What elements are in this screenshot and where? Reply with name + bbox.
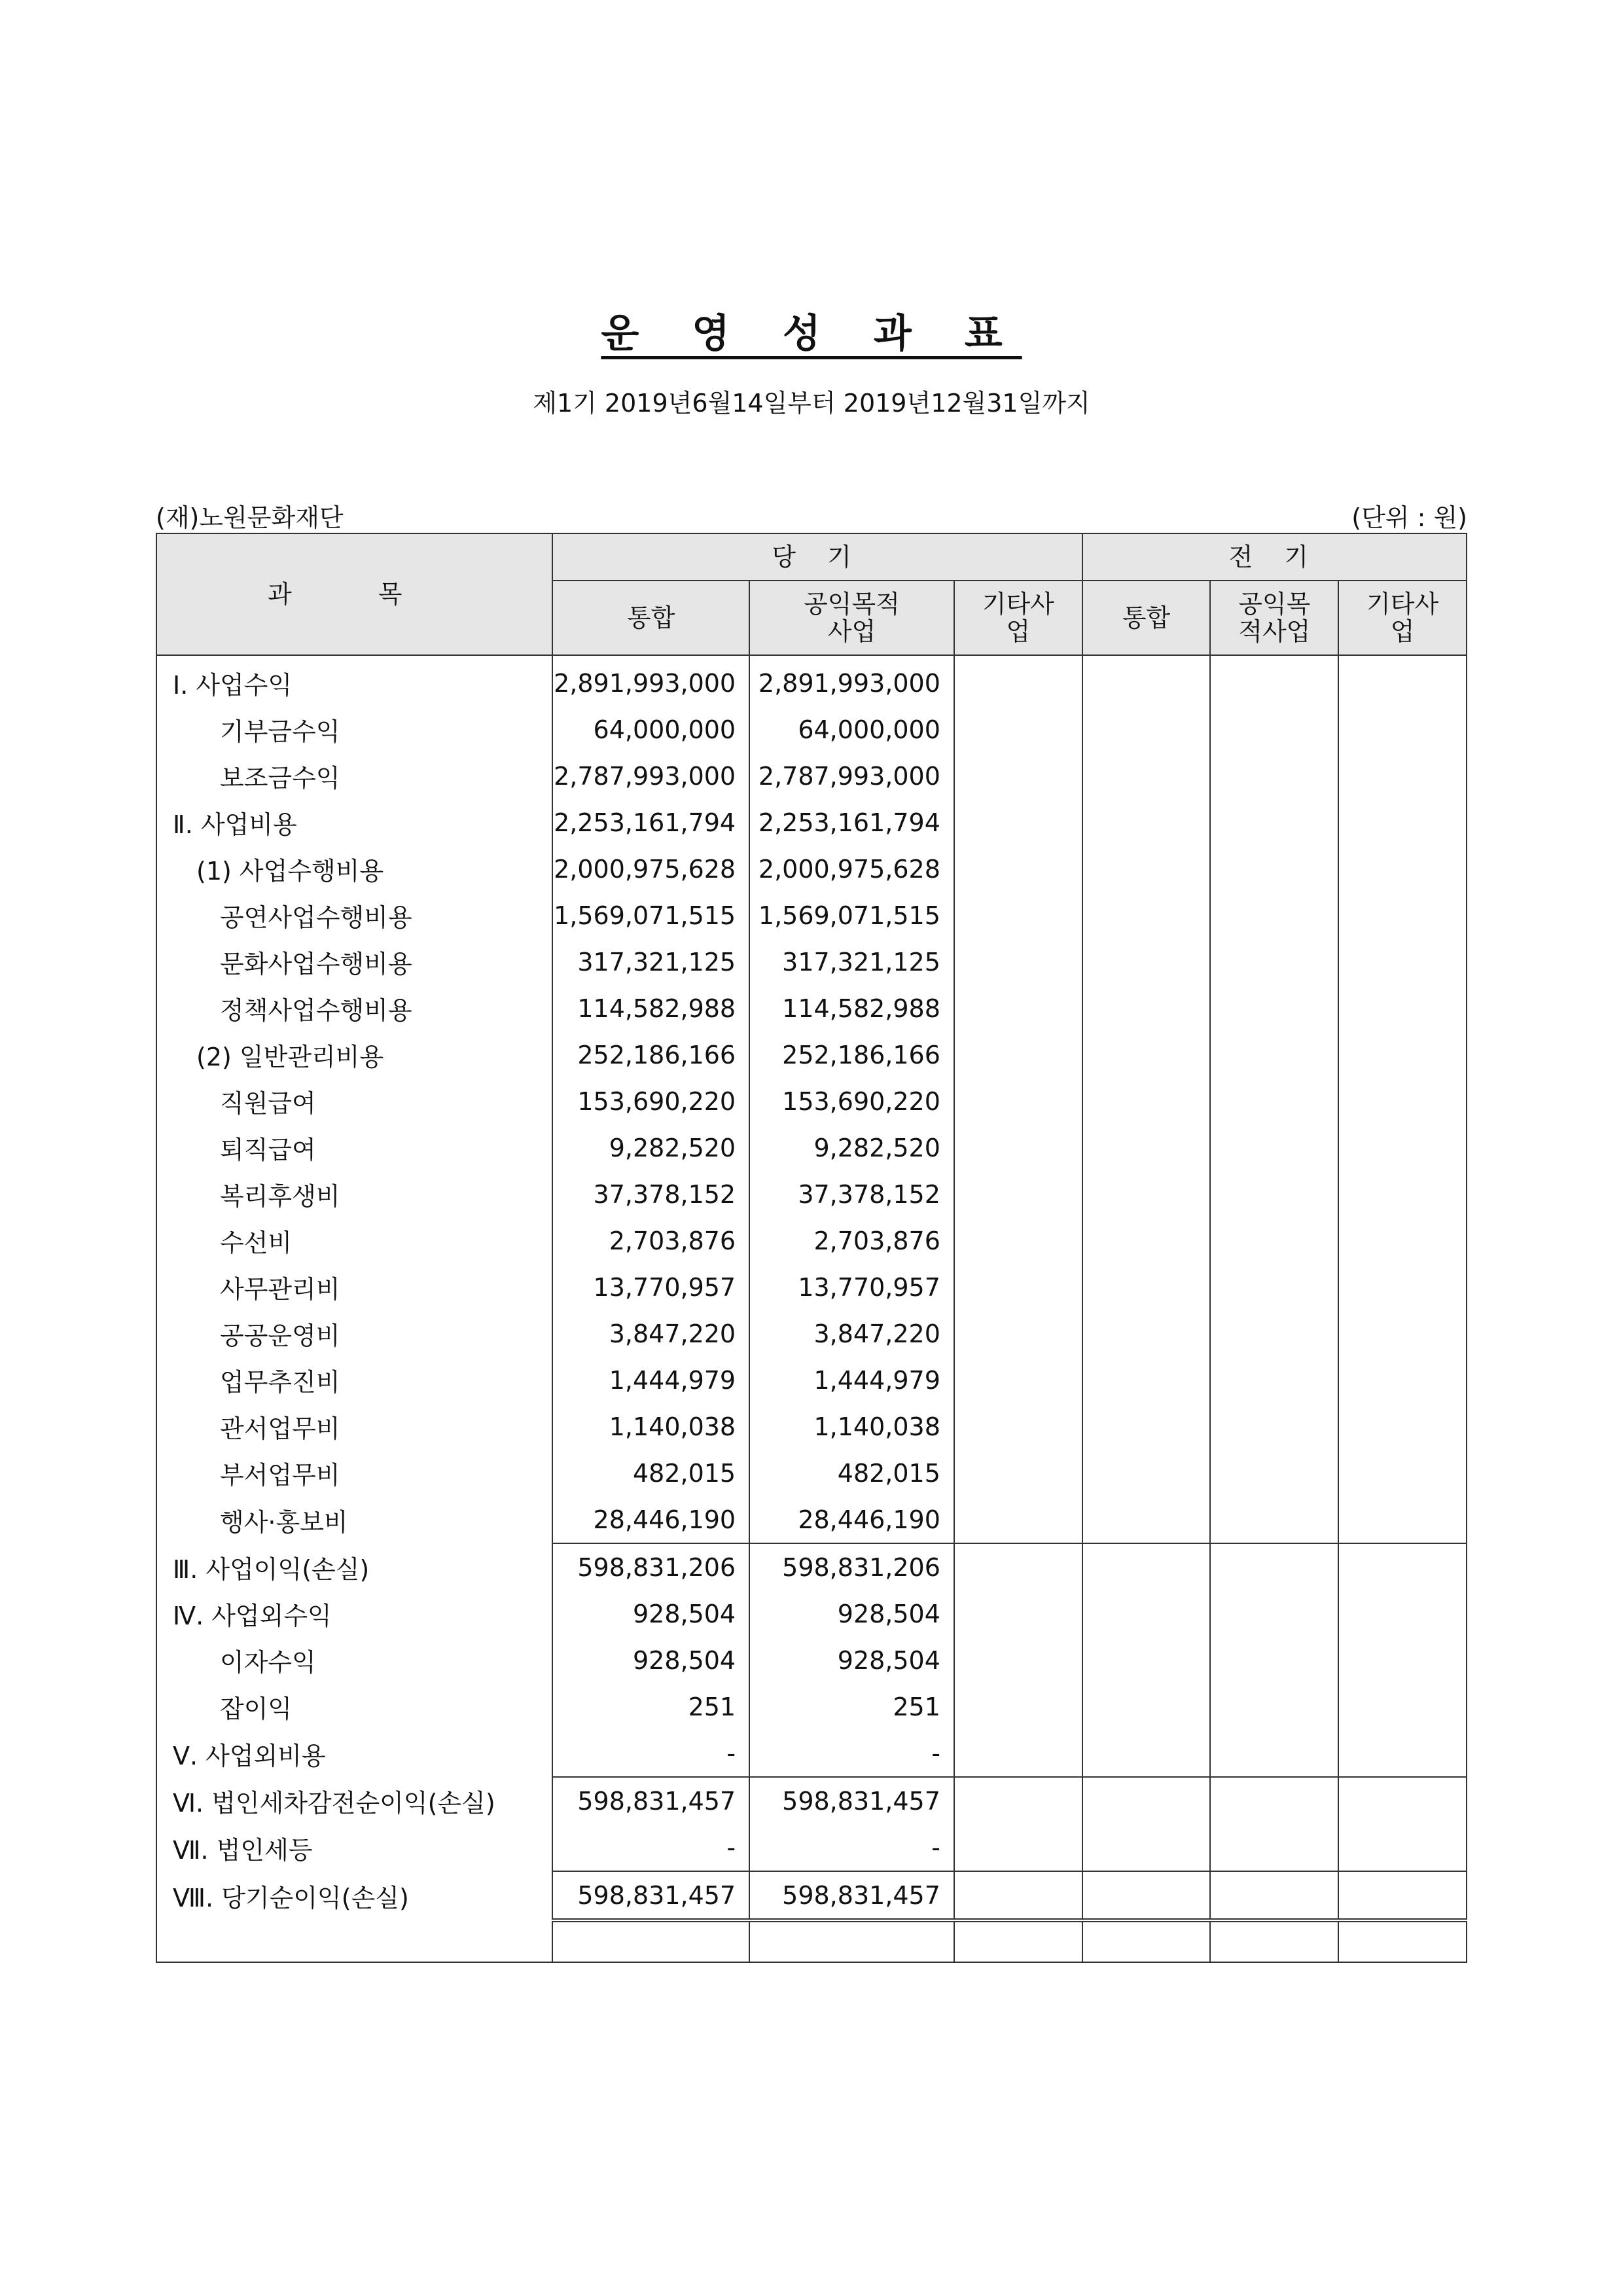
prior-total-value [1082,799,1211,846]
table-row [156,846,1467,892]
table-row [156,753,1467,799]
prior-public-value [1210,1031,1338,1078]
current-other-value [954,706,1082,753]
prior-public-value [1210,706,1338,753]
header-current-public: 공익목적 사업 [749,581,954,655]
prior-total-value [1082,1031,1211,1078]
organization-name: (재)노원문화재단 [156,503,344,532]
current-total-value: 9,282,520 [552,1124,749,1171]
current-other-value [954,1637,1082,1683]
prior-other-value [1338,1078,1467,1124]
header-current-total: 통합 [552,581,749,655]
current-total-value: 1,444,979 [552,1357,749,1403]
prior-total-value [1082,1637,1211,1683]
prior-total-value [1082,1264,1211,1310]
current-public-value: 928,504 [749,1637,954,1683]
prior-total-value [1082,846,1211,892]
table-row [156,1683,1467,1730]
row-label: 문화사업수행비용 [156,939,552,985]
current-public-value: 2,000,975,628 [749,846,954,892]
current-public-value: 2,703,876 [749,1217,954,1264]
prior-public-value [1210,985,1338,1031]
current-total-value: 598,831,206 [552,1543,749,1590]
current-total-value: 598,831,457 [552,1871,749,1920]
current-public-value: 13,770,957 [749,1264,954,1310]
current-total-value: 317,321,125 [552,939,749,985]
prior-public-value [1210,1496,1338,1543]
prior-other-value [1338,939,1467,985]
prior-other-value [1338,1871,1467,1920]
prior-other-value [1338,1683,1467,1730]
table-row [156,1078,1467,1124]
table-row [156,1777,1467,1824]
current-total-value: 114,582,988 [552,985,749,1031]
prior-public-value [1210,892,1338,939]
prior-other-value [1338,1357,1467,1403]
prior-total-value [1082,1171,1211,1217]
current-total-value: - [552,1824,749,1871]
table-row [156,1171,1467,1217]
current-public-value: 482,015 [749,1450,954,1496]
current-other-value [954,985,1082,1031]
header-prior-other: 기타사 업 [1338,581,1467,655]
prior-other-value [1338,1824,1467,1871]
current-total-value: 482,015 [552,1450,749,1496]
current-total-value: 153,690,220 [552,1078,749,1124]
prior-other-value [1338,799,1467,846]
current-total-value: 251 [552,1683,749,1730]
current-other-value [954,1403,1082,1450]
current-public-value: 153,690,220 [749,1078,954,1124]
current-total-value: 252,186,166 [552,1031,749,1078]
prior-other-value [1338,1543,1467,1590]
prior-other-value [1338,706,1467,753]
prior-public-value [1210,1217,1338,1264]
current-other-value [954,1543,1082,1590]
row-label: (2) 일반관리비용 [156,1031,552,1078]
current-public-value: 2,891,993,000 [749,655,954,706]
current-total-value: 2,000,975,628 [552,846,749,892]
current-total-value: 13,770,957 [552,1264,749,1310]
prior-public-value [1210,1637,1338,1683]
header-current-other: 기타사 업 [954,581,1082,655]
prior-public-value [1210,939,1338,985]
table-row [156,1403,1467,1450]
prior-total-value [1082,1824,1211,1871]
table-row [156,985,1467,1031]
prior-total-value [1082,1683,1211,1730]
row-label: Ⅰ. 사업수익 [156,655,552,706]
prior-other-value [1338,1450,1467,1496]
prior-public-value [1210,846,1338,892]
current-other-value [954,892,1082,939]
current-public-value: 251 [749,1683,954,1730]
prior-public-value [1210,1730,1338,1777]
row-label: Ⅴ. 사업외비용 [156,1730,552,1777]
prior-other-value [1338,1403,1467,1450]
row-label: 복리후생비 [156,1171,552,1217]
row-label: 정책사업수행비용 [156,985,552,1031]
prior-public-value [1210,1777,1338,1824]
row-label: 수선비 [156,1217,552,1264]
header-subject: 과 목 [156,533,552,655]
prior-total-value [1082,655,1211,706]
current-public-value: 37,378,152 [749,1171,954,1217]
current-public-value: - [749,1730,954,1777]
prior-total-value [1082,1496,1211,1543]
current-other-value [954,1124,1082,1171]
current-total-value: 2,703,876 [552,1217,749,1264]
row-label: Ⅵ. 법인세차감전순이익(손실) [156,1777,552,1824]
prior-other-value [1338,1730,1467,1777]
current-total-value: 1,140,038 [552,1403,749,1450]
prior-total-value [1082,1777,1211,1824]
prior-public-value [1210,1264,1338,1310]
prior-total-value [1082,1217,1211,1264]
current-public-value: 114,582,988 [749,985,954,1031]
table-row [156,1871,1467,1920]
row-label: 퇴직급여 [156,1124,552,1171]
prior-public-value [1210,799,1338,846]
prior-public-value [1210,655,1338,706]
table-row [156,1217,1467,1264]
current-public-value: 598,831,457 [749,1871,954,1920]
prior-other-value [1338,1031,1467,1078]
row-label: 관서업무비 [156,1403,552,1450]
prior-other-value [1338,985,1467,1031]
table-row [156,799,1467,846]
current-other-value [954,939,1082,985]
current-public-value: 252,186,166 [749,1031,954,1078]
prior-total-value [1082,1450,1211,1496]
prior-total-value [1082,1403,1211,1450]
empty-cell [954,1920,1082,1962]
current-total-value: 598,831,457 [552,1777,749,1824]
current-other-value [954,1730,1082,1777]
prior-public-value [1210,753,1338,799]
prior-public-value [1210,1171,1338,1217]
current-other-value [954,1683,1082,1730]
row-label: 기부금수익 [156,706,552,753]
current-public-value: 2,787,993,000 [749,753,954,799]
row-label: 잡이익 [156,1683,552,1730]
prior-other-value [1338,753,1467,799]
current-other-value [954,753,1082,799]
table-row [156,1496,1467,1543]
empty-cell [552,1920,749,1962]
current-public-value: 64,000,000 [749,706,954,753]
prior-total-value [1082,1357,1211,1403]
header-prior-public: 공익목 적사업 [1210,581,1338,655]
currency-unit: (단위 : 원) [1351,503,1467,532]
empty-cell [156,1920,552,1962]
row-label: 행사·홍보비 [156,1496,552,1543]
current-other-value [954,1590,1082,1637]
prior-total-value [1082,985,1211,1031]
prior-total-value [1082,939,1211,985]
current-other-value [954,1264,1082,1310]
table-row [156,1124,1467,1171]
row-label: Ⅷ. 당기순이익(손실) [156,1871,552,1920]
current-other-value [954,1171,1082,1217]
prior-public-value [1210,1824,1338,1871]
row-label: 공연사업수행비용 [156,892,552,939]
table-row [156,1031,1467,1078]
table-row [156,1264,1467,1310]
current-public-value: 598,831,206 [749,1543,954,1590]
current-other-value [954,846,1082,892]
table-row [156,706,1467,753]
table-body [156,655,1467,1962]
prior-public-value [1210,1450,1338,1496]
prior-total-value [1082,753,1211,799]
document-title: 운 영 성 과 표 [601,311,1022,357]
header-prior-period: 전 기 [1082,533,1467,581]
prior-other-value [1338,892,1467,939]
prior-total-value [1082,1310,1211,1357]
prior-public-value [1210,1357,1338,1403]
current-total-value: 928,504 [552,1590,749,1637]
current-public-value: 3,847,220 [749,1310,954,1357]
row-label: 직원급여 [156,1078,552,1124]
prior-total-value [1082,1730,1211,1777]
row-label: 보조금수익 [156,753,552,799]
prior-total-value [1082,892,1211,939]
prior-total-value [1082,1590,1211,1637]
prior-public-value [1210,1403,1338,1450]
empty-cell [1082,1920,1211,1962]
row-label: Ⅱ. 사업비용 [156,799,552,846]
prior-other-value [1338,1590,1467,1637]
prior-total-value [1082,1078,1211,1124]
prior-public-value [1210,1543,1338,1590]
prior-other-value [1338,1637,1467,1683]
prior-other-value [1338,1264,1467,1310]
row-label: Ⅲ. 사업이익(손실) [156,1543,552,1590]
current-other-value [954,1031,1082,1078]
current-public-value: 598,831,457 [749,1777,954,1824]
current-public-value: 317,321,125 [749,939,954,985]
prior-public-value [1210,1078,1338,1124]
current-public-value: 2,253,161,794 [749,799,954,846]
table-row [156,655,1467,706]
table-row [156,1730,1467,1777]
current-total-value: 37,378,152 [552,1171,749,1217]
prior-total-value [1082,1543,1211,1590]
table-row-closing [156,1920,1467,1962]
current-total-value: 1,569,071,515 [552,892,749,939]
current-other-value [954,1871,1082,1920]
current-public-value: 928,504 [749,1590,954,1637]
prior-total-value [1082,706,1211,753]
table-row [156,939,1467,985]
current-other-value [954,1217,1082,1264]
empty-cell [1338,1920,1467,1962]
current-public-value: 9,282,520 [749,1124,954,1171]
prior-other-value [1338,1496,1467,1543]
current-other-value [954,1357,1082,1403]
table-row [156,1357,1467,1403]
row-label: 사무관리비 [156,1264,552,1310]
current-public-value: 28,446,190 [749,1496,954,1543]
current-total-value: 928,504 [552,1637,749,1683]
current-public-value: 1,140,038 [749,1403,954,1450]
current-total-value: 3,847,220 [552,1310,749,1357]
row-label: 이자수익 [156,1637,552,1683]
current-total-value: 2,891,993,000 [552,655,749,706]
current-other-value [954,1078,1082,1124]
prior-public-value [1210,1310,1338,1357]
current-total-value: 64,000,000 [552,706,749,753]
current-other-value [954,1824,1082,1871]
row-label: 공공운영비 [156,1310,552,1357]
table-row [156,892,1467,939]
current-total-value: 2,253,161,794 [552,799,749,846]
table-row [156,1637,1467,1683]
current-other-value [954,799,1082,846]
row-label: 부서업무비 [156,1450,552,1496]
current-other-value [954,1310,1082,1357]
table-row [156,1824,1467,1871]
prior-other-value [1338,1310,1467,1357]
prior-public-value [1210,1590,1338,1637]
current-total-value: - [552,1730,749,1777]
current-public-value: 1,569,071,515 [749,892,954,939]
header-prior-total: 통합 [1082,581,1211,655]
prior-other-value [1338,1171,1467,1217]
table-row [156,1590,1467,1637]
current-other-value [954,1777,1082,1824]
current-public-value: 1,444,979 [749,1357,954,1403]
prior-total-value [1082,1124,1211,1171]
prior-public-value [1210,1871,1338,1920]
table-row [156,1450,1467,1496]
table-row [156,1543,1467,1590]
prior-public-value [1210,1124,1338,1171]
current-public-value: - [749,1824,954,1871]
row-label: 업무추진비 [156,1357,552,1403]
header-current-period: 당 기 [552,533,1082,581]
operating-results-table [156,533,1467,1963]
current-other-value [954,655,1082,706]
prior-total-value [1082,1871,1211,1920]
prior-other-value [1338,846,1467,892]
prior-public-value [1210,1683,1338,1730]
table-row [156,1310,1467,1357]
current-total-value: 28,446,190 [552,1496,749,1543]
row-label: (1) 사업수행비용 [156,846,552,892]
current-other-value [954,1450,1082,1496]
current-other-value [954,1496,1082,1543]
empty-cell [749,1920,954,1962]
row-label: Ⅳ. 사업외수익 [156,1590,552,1637]
prior-other-value [1338,1124,1467,1171]
reporting-period: 제1기 2019년6월14일부터 2019년12월31일까지 [533,389,1090,418]
empty-cell [1210,1920,1338,1962]
prior-other-value [1338,1217,1467,1264]
current-total-value: 2,787,993,000 [552,753,749,799]
prior-other-value [1338,1777,1467,1824]
row-label: Ⅶ. 법인세등 [156,1824,552,1871]
prior-other-value [1338,655,1467,706]
